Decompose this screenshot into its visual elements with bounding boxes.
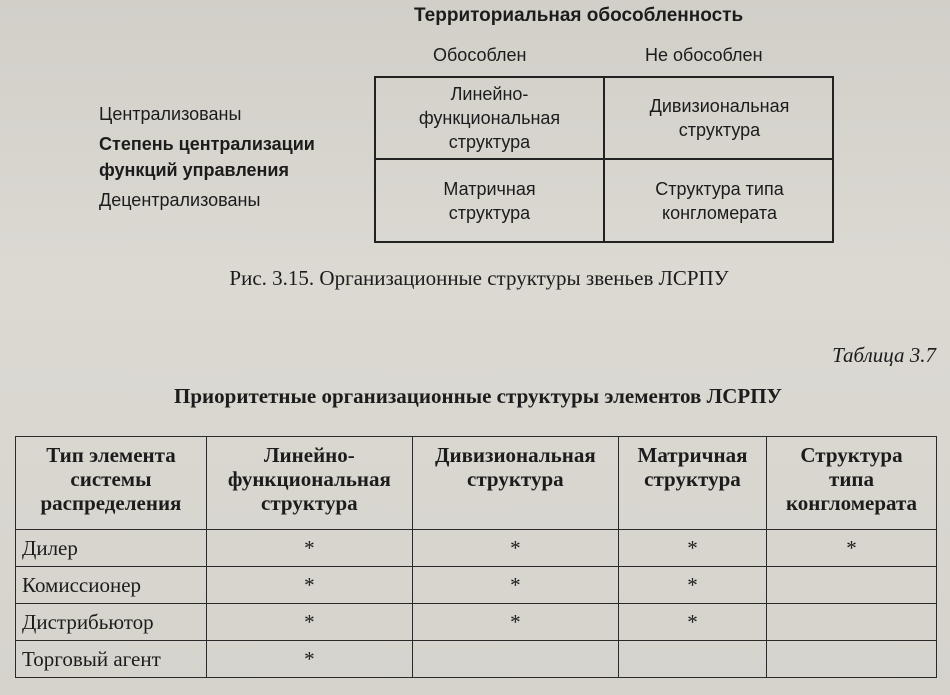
header-line: структура: [467, 467, 564, 491]
row-name: Дилер: [16, 530, 207, 567]
header-matrix: [618, 437, 766, 530]
row-mark: *: [206, 604, 412, 641]
matrix-cell-divisional: [605, 78, 834, 160]
column-header-not-separate: Не обособлен: [645, 45, 763, 65]
cell-line: конгломерата: [662, 202, 777, 223]
header-line: Матричная: [637, 443, 748, 467]
row-label-decentralized: Децентрализованы: [99, 190, 261, 210]
row-mark: *: [206, 567, 412, 604]
axis-label-centralization: [99, 131, 315, 183]
row-name: Дистрибьютор: [16, 604, 207, 641]
row-mark: [767, 641, 937, 678]
table-number: Таблица 3.7: [832, 343, 936, 367]
figure-caption: Рис. 3.15. Организационные структуры звеньев ЛСРПУ: [229, 266, 729, 290]
row-mark: *: [618, 530, 766, 567]
row-mark: *: [206, 530, 412, 567]
structure-matrix: [374, 76, 834, 243]
matrix-cell-linear-functional: [376, 78, 605, 160]
matrix-cell-conglomerate: [605, 160, 834, 241]
row-mark: [618, 641, 766, 678]
row-mark: *: [412, 530, 618, 567]
cell-line: структура: [678, 120, 761, 140]
header-conglomerate: [767, 437, 937, 530]
cell-line: Матричная: [443, 178, 536, 199]
column-header-separate: Обособлен: [433, 45, 527, 65]
header-divisional: [412, 437, 618, 530]
header-line: структура: [261, 491, 358, 515]
row-mark: *: [412, 567, 618, 604]
header-line: функциональная: [227, 467, 391, 491]
header-line: Тип элемента: [46, 443, 176, 467]
cell-line: структура: [448, 132, 531, 152]
row-mark: [767, 567, 937, 604]
row-mark: *: [618, 567, 766, 604]
row-label-centralized: Централизованы: [99, 104, 242, 124]
table-row: [16, 530, 937, 567]
figure-top-heading: Территориальная обособленность: [414, 5, 744, 26]
cell-line: Дивизиональная: [649, 96, 790, 116]
table-header-row: [16, 437, 937, 530]
priority-structures-table: [15, 436, 937, 678]
header-line: системы: [70, 467, 152, 491]
header-line: типа: [829, 467, 875, 491]
header-line: распределения: [40, 491, 182, 515]
table-row: [16, 641, 937, 678]
cell-line: Линейно-: [450, 84, 529, 104]
table-row: [16, 604, 937, 641]
row-mark: *: [767, 530, 937, 567]
header-line: Структура: [800, 443, 903, 467]
row-name: Торговый агент: [16, 641, 207, 678]
table-row: [16, 567, 937, 604]
header-linear-functional: [206, 437, 412, 530]
axis-label-line: Степень централизации: [99, 134, 315, 154]
header-line: Линейно-: [263, 443, 355, 467]
cell-line: Структура типа: [655, 178, 784, 199]
axis-label-line: функций управления: [99, 160, 289, 180]
header-element-type: [16, 437, 207, 530]
cell-line: функциональная: [418, 108, 561, 128]
header-line: структура: [644, 467, 741, 491]
row-mark: *: [618, 604, 766, 641]
table-title: Приоритетные организационные структуры элементов ЛСРПУ: [174, 384, 782, 408]
cell-line: структура: [448, 202, 531, 223]
header-line: конгломерата: [785, 491, 918, 515]
row-mark: *: [206, 641, 412, 678]
matrix-cell-matrix: [376, 160, 605, 241]
row-mark: [412, 641, 618, 678]
row-mark: *: [412, 604, 618, 641]
header-line: Дивизиональная: [435, 443, 596, 467]
row-name: Комиссионер: [16, 567, 207, 604]
row-mark: [767, 604, 937, 641]
